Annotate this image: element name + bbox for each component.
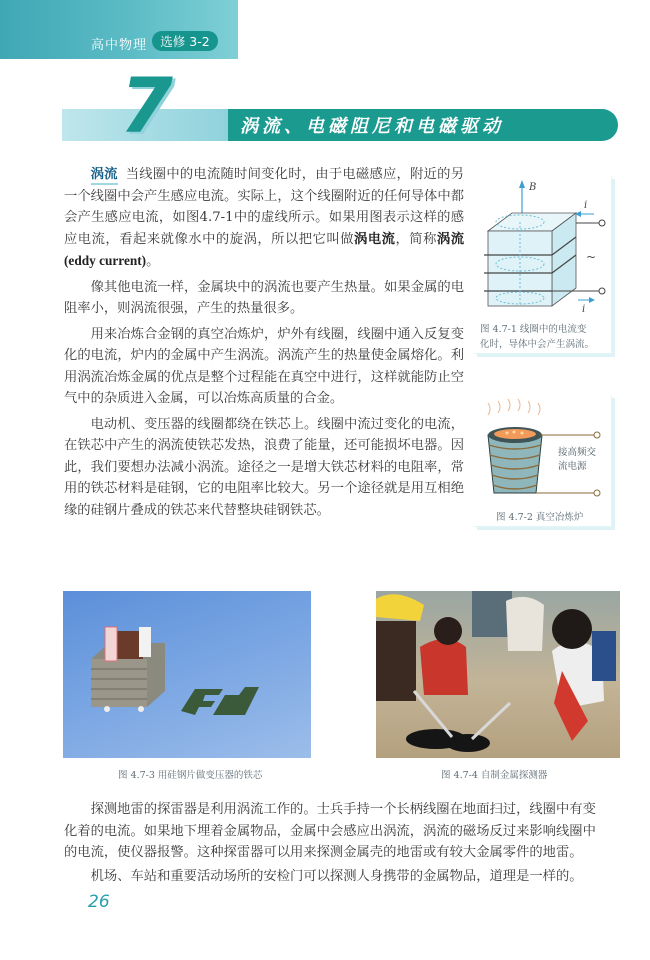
paragraph-iron-core: 电动机、变压器的线圈都绕在铁芯上。线圈中流过变化的电流，在铁芯中产生的涡流使铁芯发热，浪费了能量，还可能损坏电器。因此，我们要想办法减小涡流。途径之一是增大铁芯材料的电阻率，常用的铁芯材料是硅钢，它的电阻率比较大。另一个途径就是用互相绝缘的硅钢片叠成的铁芯来代替整块硅钢铁芯。 — [64, 416, 464, 518]
paragraph-mine-detector-line3: 的电流，使仪器报警。这种探雷器可以用来探测金属壳的地雷或有较大金属零件的地雷。 — [64, 845, 583, 860]
title-band — [228, 109, 618, 141]
paragraph-vacuum-furnace: 用来冶炼合金钢的真空冶炼炉，炉外有线圈，线圈中通入反复变化的电流，炉内的金属中产生涡流。涡流产生的热量使金属熔化。利用涡流冶炼金属的优点是整个过程能在真空中进行，这样就能防止空气中的杂质进入金属，可以冶炼高质量的合金。 — [64, 326, 464, 406]
photo-metal-detector — [376, 591, 620, 758]
figure-4-7-1-caption-line1: 图 4.7-1 线圈中的电流变 — [480, 324, 587, 335]
svg-text:i: i — [584, 200, 588, 211]
paragraph-heat: 像其他电流一样，金属块中的涡流也要产生热量。如果金属的电阻率小，则涡流很强，产生的热量很多。 — [64, 279, 464, 316]
book-subject: 高中物理 — [91, 38, 148, 53]
svg-text:~: ~ — [586, 250, 597, 264]
paragraph-security-gate: 机场、车站和重要活动场所的安检门可以探测人身携带的金属物品，道理是一样的。 — [90, 868, 583, 884]
paragraph-mine-detector-line2: 化着的电流。如果地下埋着金属物品，金属中会感应出涡流，涡流的磁场反过来影响线圈中 — [64, 823, 596, 839]
body-text — [64, 164, 464, 521]
paragraph-mine-detector-line1: 探测地雷的探雷器是利用涡流工作的。士兵手持一个长柄线圈在地面扫过，线圈中有变 — [90, 802, 596, 817]
coil-conductor-diagram — [474, 176, 612, 316]
term-eddy-current: 涡流 — [436, 231, 465, 247]
figure-4-7-3-caption: 图 4.7-3 用硅钢片做变压器的铁芯 — [118, 770, 263, 781]
photo-transformer-core — [63, 591, 311, 758]
keyword-eddy-current: 涡流 — [91, 167, 118, 185]
paragraph-eddy-current: 涡流 当线圈中的电流随时间变化时，由于电磁感应，附近的另一个线圈中会产生感应电流。实际上，这个线圈附近的任何导体中都会产生感应电流，如图4.7-1中的虚线所示。如果用图表示这样的感应电流，看起来就像水中的旋涡，所以把它叫做涡电流，简称涡流(eddy current)。 — [64, 167, 465, 269]
figure-4-7-2 — [474, 395, 612, 527]
page-number: 26 — [88, 892, 110, 912]
section-number: 7 — [120, 61, 173, 150]
figure-4-7-1-caption-line2: 化时，导体中会产生涡流。 — [480, 339, 595, 350]
figure-4-7-2-caption: 图 4.7-2 真空冶炼炉 — [496, 512, 584, 523]
svg-text:流电源: 流电源 — [558, 461, 587, 472]
svg-text:i: i — [582, 304, 586, 315]
term-eddy-electric-current: 涡电流 — [354, 231, 396, 247]
book-volume-badge: 选修 3-2 — [152, 31, 218, 51]
figure-4-7-1 — [474, 176, 612, 354]
svg-text:接高频交: 接高频交 — [558, 447, 597, 458]
figure-4-7-4-caption: 图 4.7-4 自制金属探测器 — [441, 770, 548, 781]
svg-text:B: B — [529, 182, 537, 193]
term-english: (eddy current) — [64, 253, 147, 268]
bottom-text — [64, 799, 614, 887]
section-title: 涡流、电磁阻尼和电磁驱动 — [240, 116, 504, 137]
vacuum-furnace-diagram — [474, 395, 612, 500]
